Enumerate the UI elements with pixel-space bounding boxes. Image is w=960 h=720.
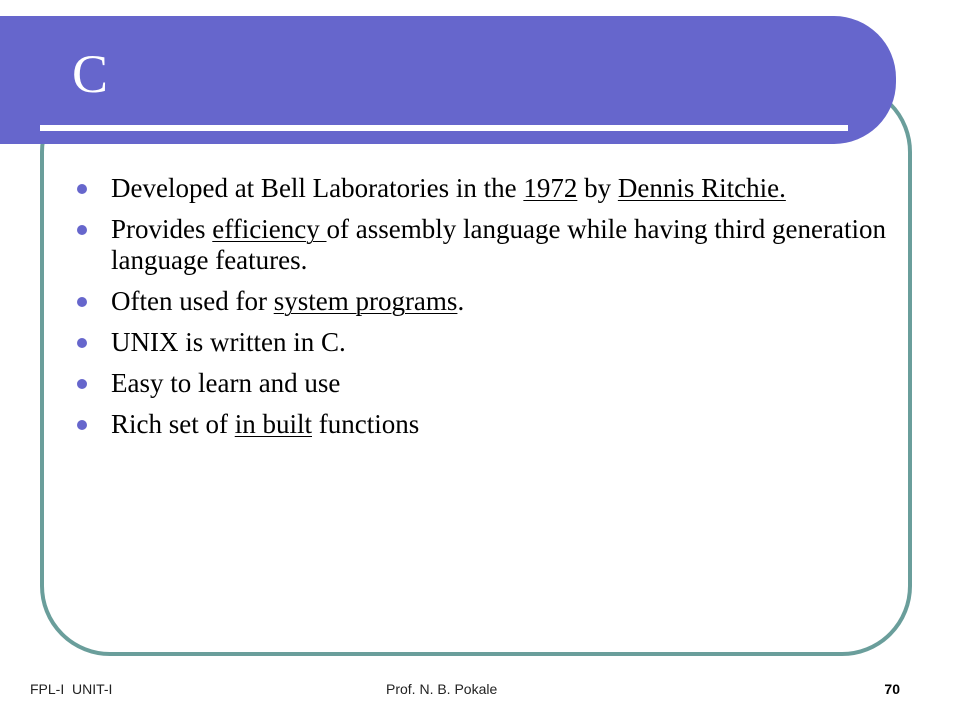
- title-divider: [40, 125, 848, 131]
- page-number: 70: [884, 681, 900, 697]
- bullet-item: Provides efficiency of assembly language while having third generation language features.: [76, 214, 886, 276]
- bullet-item: Easy to learn and use: [76, 368, 886, 399]
- bullet-dot-icon: [77, 225, 87, 235]
- bullet-item: Often used for system programs.: [76, 286, 886, 317]
- footer-author: Prof. N. B. Pokale: [386, 681, 498, 697]
- bullet-dot-icon: [77, 420, 87, 430]
- bullet-list: [76, 173, 886, 450]
- bullet-item: Developed at Bell Laboratories in the 1972 by Dennis Ritchie.: [76, 173, 886, 204]
- bullet-item: UNIX is written in C.: [76, 327, 886, 358]
- slide-title: C: [72, 44, 109, 104]
- bullet-dot-icon: [77, 297, 87, 307]
- bullet-dot-icon: [77, 379, 87, 389]
- bullet-item: Rich set of in built functions: [76, 409, 886, 440]
- footer-course: FPL-I UNIT-I: [30, 681, 113, 697]
- bullet-dot-icon: [77, 184, 87, 194]
- bullet-dot-icon: [77, 338, 87, 348]
